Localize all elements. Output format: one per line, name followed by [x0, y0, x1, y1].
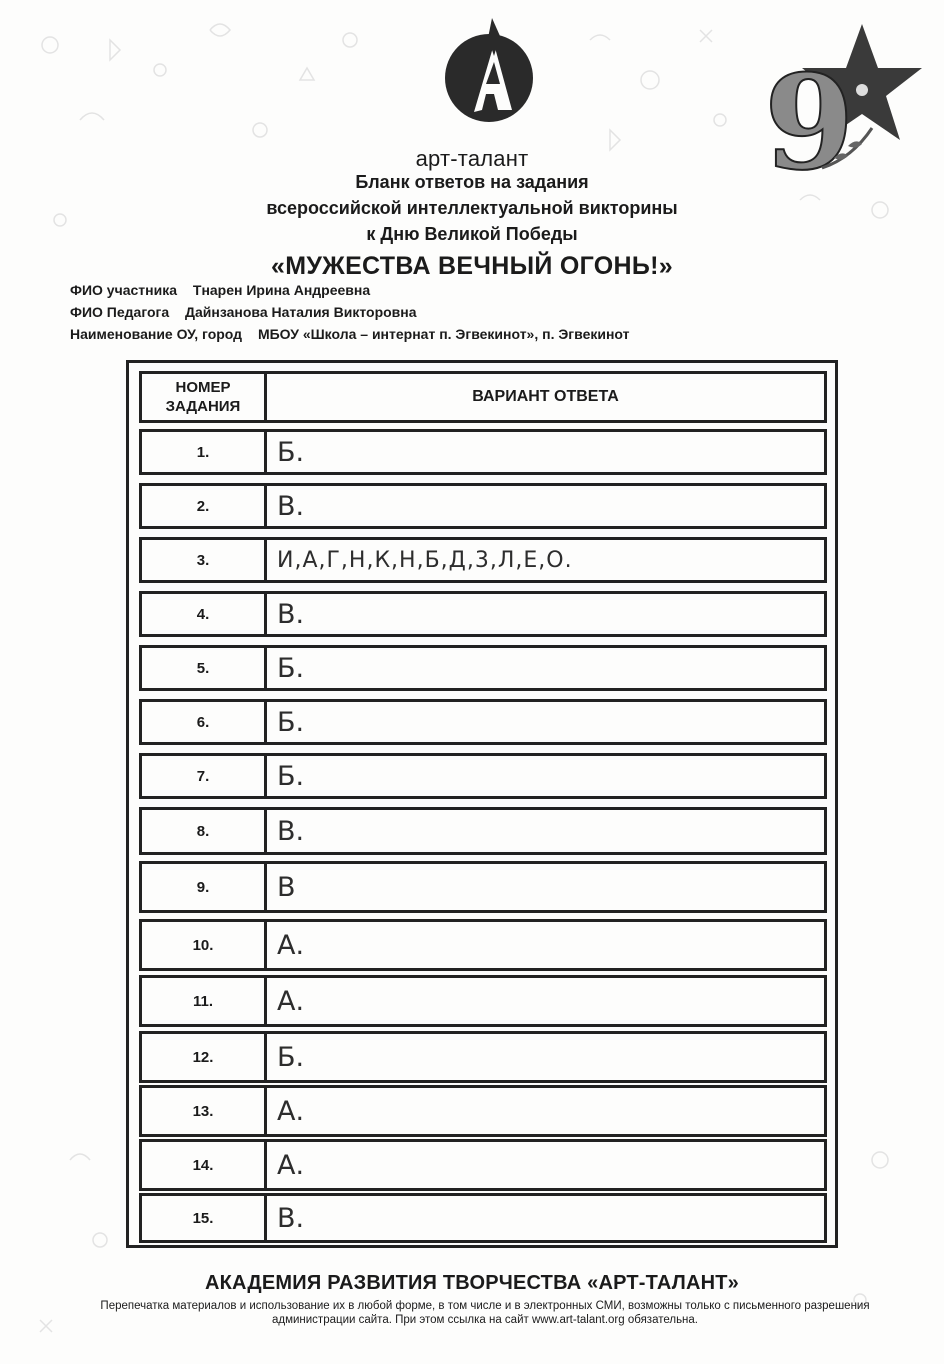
participant-name: Тнарен Ирина Андреевна: [192, 282, 371, 298]
task-number: 5.: [142, 648, 267, 688]
table-row: [139, 861, 827, 913]
table-row: [139, 1085, 827, 1137]
answer-cell[interactable]: В: [277, 871, 296, 903]
answer-cell[interactable]: Б.: [277, 706, 305, 738]
task-number: 3.: [142, 540, 267, 580]
task-number: 9.: [142, 864, 267, 910]
table-row: [139, 483, 827, 529]
table-row: [139, 699, 827, 745]
school-line: [70, 326, 629, 342]
answer-cell[interactable]: В.: [277, 490, 305, 522]
task-number: 12.: [142, 1034, 267, 1080]
task-number: 1.: [142, 432, 267, 472]
task-number: 11.: [142, 978, 267, 1024]
form-heading-line1: Бланк ответов на задания: [355, 172, 589, 192]
answer-cell[interactable]: А.: [277, 985, 305, 1017]
participant-line: [70, 282, 370, 298]
task-number: 13.: [142, 1088, 267, 1134]
answer-cell[interactable]: А.: [277, 929, 305, 961]
answer-cell[interactable]: В.: [277, 1202, 305, 1234]
badge-digit: 9: [764, 46, 855, 188]
answer-cell[interactable]: А.: [277, 1149, 305, 1181]
table-row: [139, 1139, 827, 1191]
answer-cell[interactable]: А.: [277, 1095, 305, 1127]
form-heading-line3: к Дню Великой Победы: [366, 224, 578, 244]
table-header-row: [139, 371, 827, 423]
teacher-name: Дайнзанова Наталия Викторовна: [185, 304, 417, 320]
brand-name: арт-талант: [415, 146, 529, 171]
table-row: [139, 645, 827, 691]
answer-cell[interactable]: Б.: [277, 436, 305, 468]
quiz-title: «МУЖЕСТВА ВЕЧНЫЙ ОГОНЬ!»: [271, 252, 673, 280]
school-label: Наименование ОУ, город: [70, 326, 243, 342]
footer-title: АКАДЕМИЯ РАЗВИТИЯ ТВОРЧЕСТВА «АРТ-ТАЛАНТ»: [205, 1272, 739, 1294]
table-row: [139, 591, 827, 637]
teacher-label: ФИО Педагога: [70, 304, 170, 320]
task-number: 4.: [142, 594, 267, 634]
art-talant-logo: [434, 14, 544, 134]
answer-cell[interactable]: Б.: [277, 760, 305, 792]
answer-cell[interactable]: И,А,Г,Н,К,Н,Б,Д,3,Л,Е,О.: [277, 547, 573, 573]
table-row: [139, 975, 827, 1027]
column-header-number: НОМЕР ЗАДАНИЯ: [142, 374, 267, 420]
table-row: [139, 1193, 827, 1243]
teacher-line: [70, 304, 417, 320]
answer-cell[interactable]: В.: [277, 815, 305, 847]
task-number: 2.: [142, 486, 267, 526]
table-row: [139, 919, 827, 971]
task-number: 7.: [142, 756, 267, 796]
task-number: 14.: [142, 1142, 267, 1188]
task-number: 8.: [142, 810, 267, 852]
task-number: 10.: [142, 922, 267, 968]
footer-copyright-note: Перепечатка материалов и использование их в любой форме, в том числе и в электронных СМИ, возможны только с письменного разрешения администрации сайта. При этом ссылка на сайт www.art-talant.org обязательна.: [100, 1300, 870, 1326]
answer-cell[interactable]: Б.: [277, 1041, 305, 1073]
task-number: 6.: [142, 702, 267, 742]
table-row: [139, 1031, 827, 1083]
participant-label: ФИО участника: [70, 282, 177, 298]
task-number: 15.: [142, 1196, 267, 1240]
table-row: [139, 807, 827, 855]
table-row: [139, 429, 827, 475]
school-name: МБОУ «Школа – интернат п. Эгвекинот», п. Эгвекинот: [257, 326, 630, 342]
answer-cell[interactable]: В.: [277, 598, 305, 630]
table-row: [139, 537, 827, 583]
column-header-answer: ВАРИАНТ ОТВЕТА: [472, 388, 619, 405]
table-row: [139, 753, 827, 799]
answer-cell[interactable]: Б.: [277, 652, 305, 684]
form-heading-line2: всероссийской интеллектуальной викторины: [266, 198, 678, 218]
answers-table: [126, 360, 838, 1248]
